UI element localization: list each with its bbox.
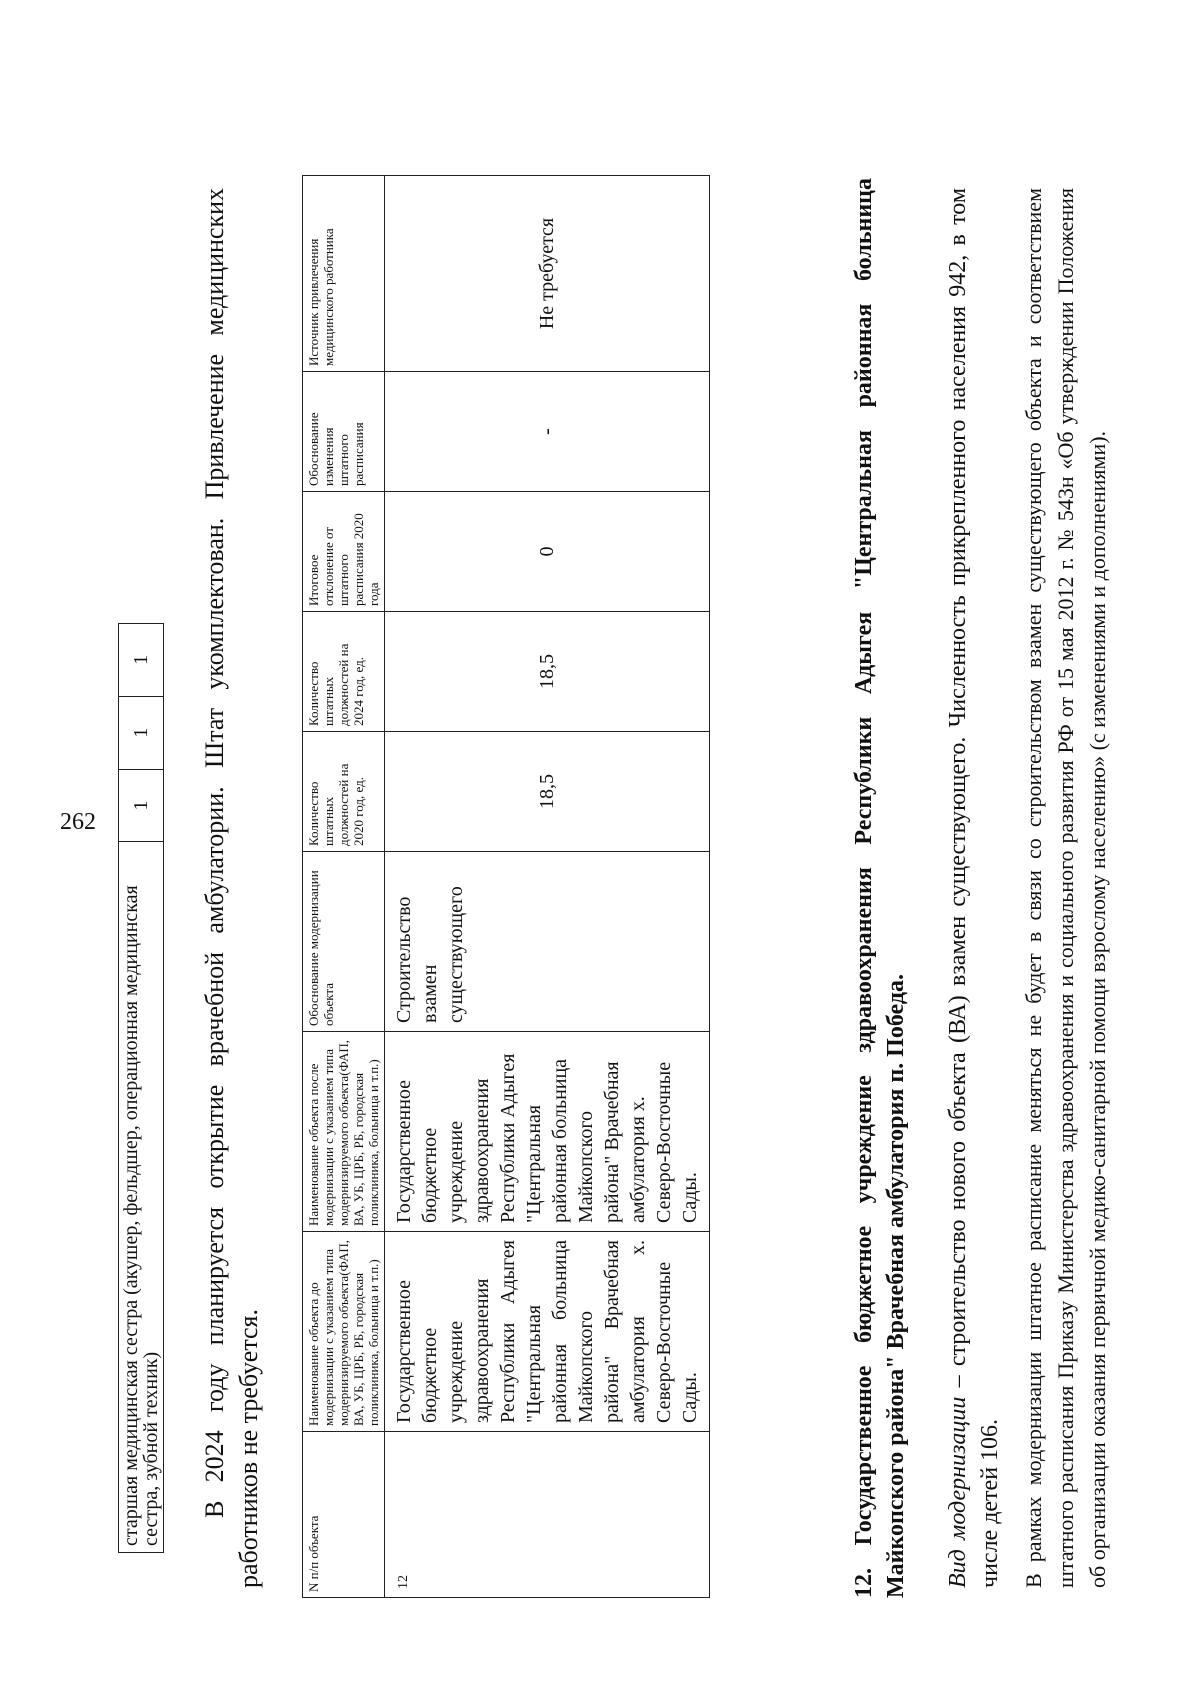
paragraph-2024-plan: В 2024 году планируется открытие врачебной амбулатории. Штат укомплектован. Привлечение медицинских работников не требуется.	[200, 188, 263, 1588]
position-cell: старшая медицинская сестра (акушер, фельдшер, операционная медицинская сестра, зубной техник)	[119, 842, 164, 1553]
column-header: N п/п объекта	[303, 1432, 385, 1598]
staff-2024-cell: 18,5	[385, 612, 710, 732]
column-header: Обоснование изменения штатного расписания	[303, 372, 385, 492]
row-number-cell: 12	[385, 1432, 710, 1598]
change-reason-cell: -	[385, 372, 710, 492]
rotated-content	[30, 78, 1170, 1658]
value-cell: 1	[119, 624, 164, 697]
column-header: Итоговое отклонение от штатного расписания 2020 года	[303, 492, 385, 612]
value-cell: 1	[119, 696, 164, 769]
column-header: Количество штатных должностей на 2024 год, ед.	[303, 612, 385, 732]
table-row	[385, 176, 710, 1598]
column-header: Источник привлечения медицинского работника	[303, 176, 385, 372]
section-heading: 12. Государственное бюджетное учреждение здравоохранения Республики Адыгея "Центральная районная больница Майкопского района" Врачебная амбулатория п. Победа.	[851, 178, 909, 1598]
table-row	[119, 624, 164, 1553]
source-cell: Не требуется	[385, 176, 710, 372]
justification-cell: Строительство взамен существующего	[385, 852, 710, 1032]
modernization-type-label: Вид модернизации	[945, 1396, 971, 1588]
column-header: Наименование объекта после модернизации с указанием типа модернизируемого объекта(ФАП, ВА, УБ, ЦРБ, РБ, городская поликлиника, больница и т.п.)	[303, 1032, 385, 1232]
table-header-row	[303, 176, 385, 1598]
staff-2020-cell: 18,5	[385, 732, 710, 852]
object-before-cell: Государственное бюджетное учреждение здравоохранения Республики Адыгея "Центральная районная больница Майкопского района" Врачебная амбулатория х. Северо-Восточные Сады.	[385, 1232, 710, 1432]
object-after-cell: Государственное бюджетное учреждение здравоохранения Республики Адыгея "Центральная районная больница Майкопского района" Врачебная амбулатория х. Северо-Восточные Сады.	[385, 1032, 710, 1232]
modernization-table	[302, 175, 710, 1598]
modernization-type-paragraph	[942, 188, 1006, 1588]
staffing-context-paragraph: В рамках модернизации штатное расписание меняться не будет в связи со строительством взамен существующего объекта и соответствием штатного расписания Приказу Министерства здравоохранения и социального развития РФ от 15 мая 2012 г. № 543н «Об утверждении Положения об организации оказания первичной медико-санитарной помощи взрослому населению» (с изменениями и дополнениями).	[1021, 188, 1110, 1588]
staff-position-table	[118, 623, 164, 1553]
deviation-cell: 0	[385, 492, 710, 612]
modernization-type-text: – строительство нового объекта (ВА) взамен существующего. Численность прикрепленного населения 942, в том числе детей 106.	[945, 187, 1003, 1588]
column-header: Обоснование модернизации объекта	[303, 852, 385, 1032]
column-header: Наименование объекта до модернизации с указанием типа модернизируемого объекта(ФАП, ВА, УБ, ЦРБ, РБ, городская поликлиника, больница и т.п.)	[303, 1232, 385, 1432]
value-cell: 1	[119, 769, 164, 842]
page-number: 262	[60, 809, 96, 835]
column-header: Количество штатных должностей на 2020 год, ед.	[303, 732, 385, 852]
